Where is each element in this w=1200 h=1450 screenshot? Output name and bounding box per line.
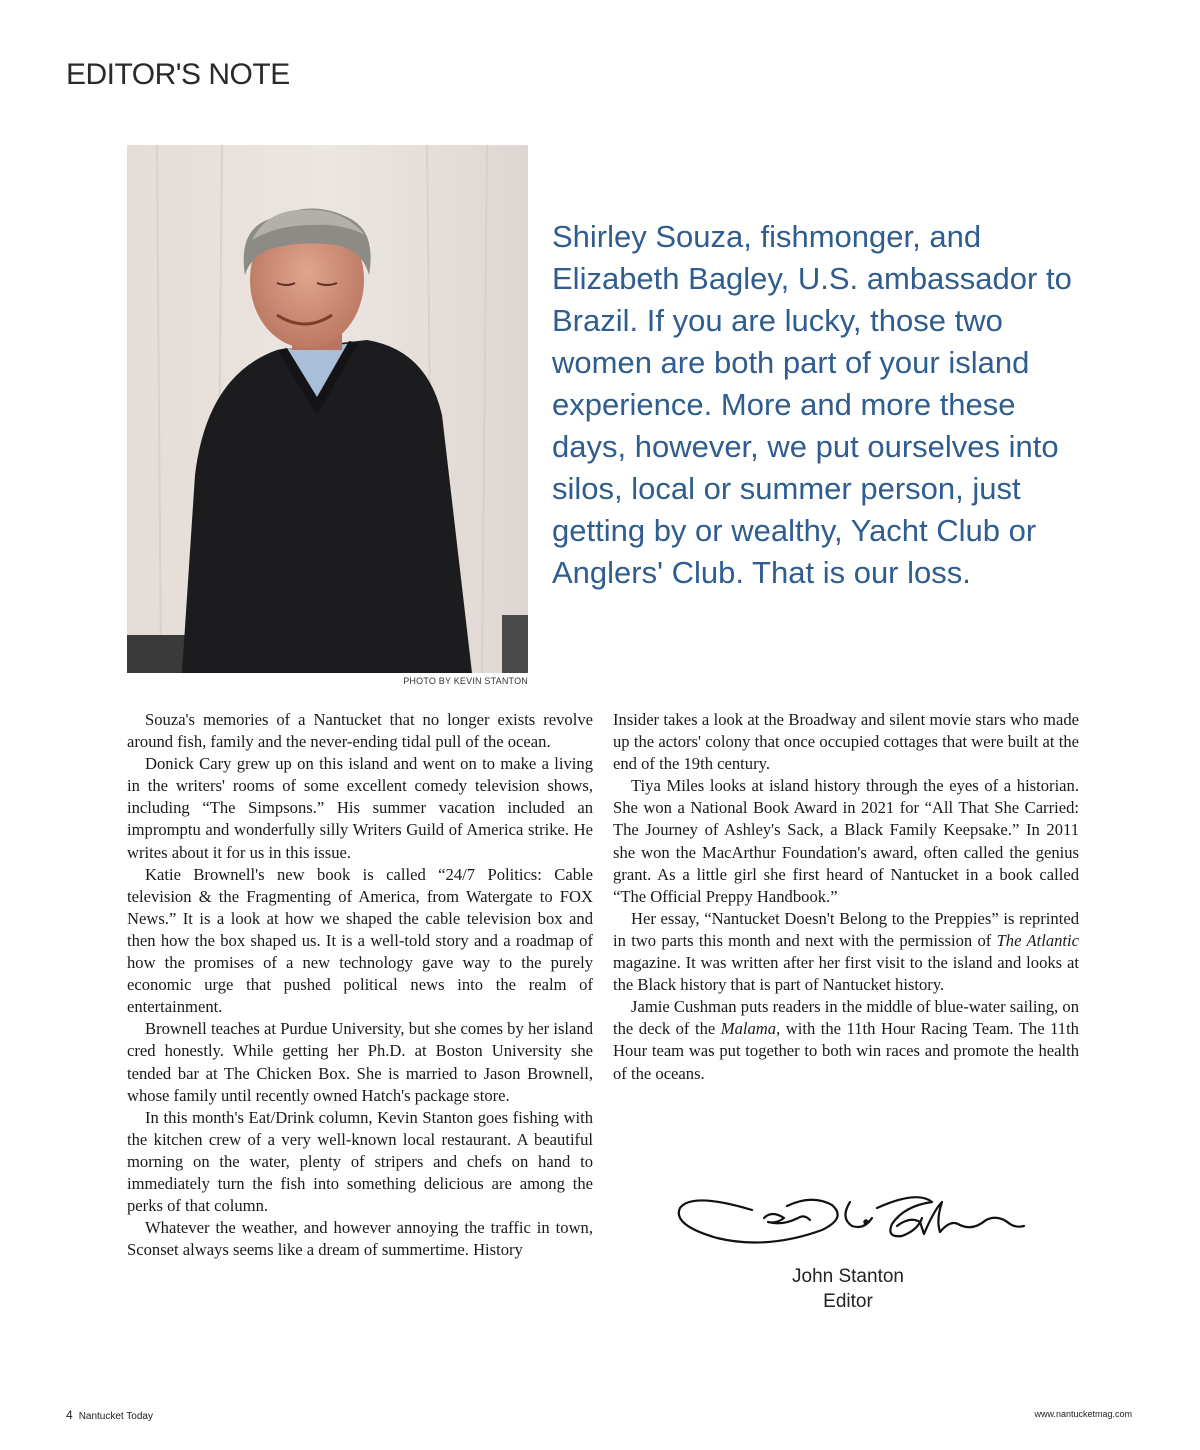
body-paragraph: Whatever the weather, and however annoying the traffic in town, Sconset always seems like a dream of summertime. History xyxy=(127,1218,593,1260)
boat-name: Malama xyxy=(720,1019,777,1039)
sailing-text: , with the 11th Hour Racing Team. The 11th Hour team was put together to both win races and promote the health of the oceans. xyxy=(613,1019,1079,1083)
editor-signature xyxy=(672,1180,1027,1262)
section-title: EDITOR'S NOTE xyxy=(66,58,290,91)
body-paragraph: Insider takes a look at the Broadway and silent movie stars who made up the actors' colony that once occupied cottages that were built at the end of the 19th century. xyxy=(613,710,1079,774)
body-column-right xyxy=(613,709,1079,1085)
body-paragraph: Souza's memories of a Nantucket that no longer exists revolve around fish, family and the never-ending tidal pull of the ocean. xyxy=(127,710,593,752)
pull-quote: Shirley Souza, fishmonger, and Elizabeth Bagley, U.S. ambassador to Brazil. If you are lucky, those two women are both part of your island experience. More and more these days, however, we put ourselves into silos, local or summer person, just getting by or wealthy, Yacht Club or Anglers' Club. That is our loss. xyxy=(552,219,1072,590)
editor-photo xyxy=(127,145,528,673)
body-paragraph: Brownell teaches at Purdue University, but she comes by her island cred honestly. While getting her Ph.D. at Boston University she tended bar at The Chicken Box. She is married to Jason Brownell, whose family until recently owned Hatch's package store. xyxy=(127,1019,593,1105)
essay-text: magazine. It was written after her first visit to the island and looks at the Black history that is part of Nantucket history. xyxy=(613,953,1079,995)
editor-title: Editor xyxy=(823,1291,873,1312)
footer-left xyxy=(66,1408,153,1422)
body-paragraph: Katie Brownell's new book is called “24/7 Politics: Cable television & the Fragmenting of America, from Watergate to FOX News.” It is a look at how we shaped the cable television box and then how the box shaped us. It is a well-told story and a roadmap of how the promises of a new technology gave way to the purely economic urge that pushed political news into the realm of entertainment. xyxy=(127,864,593,1017)
page-number: 4 xyxy=(66,1408,73,1422)
publication-title: The Atlantic xyxy=(996,930,1079,950)
editor-name: John Stanton xyxy=(792,1266,904,1287)
photo-credit: PHOTO BY KEVIN STANTON xyxy=(403,676,528,686)
body-column-left xyxy=(127,709,593,1261)
sailing-text: Jamie Cushman puts readers in the middle of blue-water sailing, on the deck of the xyxy=(613,997,1079,1039)
body-paragraph xyxy=(613,908,1079,996)
body-paragraph: Donick Cary grew up on this island and went on to make a living in the writers' rooms of some excellent comedy television shows, including “The Simpsons.” His summer vacation included an impromptu and wonderfully silly Writers Guild of America strike. He writes about it for us in this issue. xyxy=(127,754,593,862)
essay-text: Her essay, “Nantucket Doesn't Belong to the Preppies” is reprinted in two parts this month and next with the permission of xyxy=(613,908,1079,950)
body-paragraph xyxy=(613,996,1079,1084)
body-paragraph: In this month's Eat/Drink column, Kevin Stanton goes fishing with the kitchen crew of a very well-known local restaurant. A beautiful morning on the water, plenty of stripers and chefs on hand to immediately turn the fish into something delicious are among the perks of that column. xyxy=(127,1107,593,1216)
website-link[interactable]: www.nantucketmag.com xyxy=(1034,1409,1132,1419)
publication-name: Nantucket Today xyxy=(78,1411,153,1422)
body-paragraph: Tiya Miles looks at island history through the eyes of a historian. She won a National Book Award in 2021 for “All That She Carried: The Journey of Ashley's Sack, a Black Family Keepsake.” In 2011 she won the MacArthur Foundation's award, often called the genius grant. As a little girl she first heard of Nantucket in a book called “The Official Preppy Handbook.” xyxy=(613,776,1079,906)
